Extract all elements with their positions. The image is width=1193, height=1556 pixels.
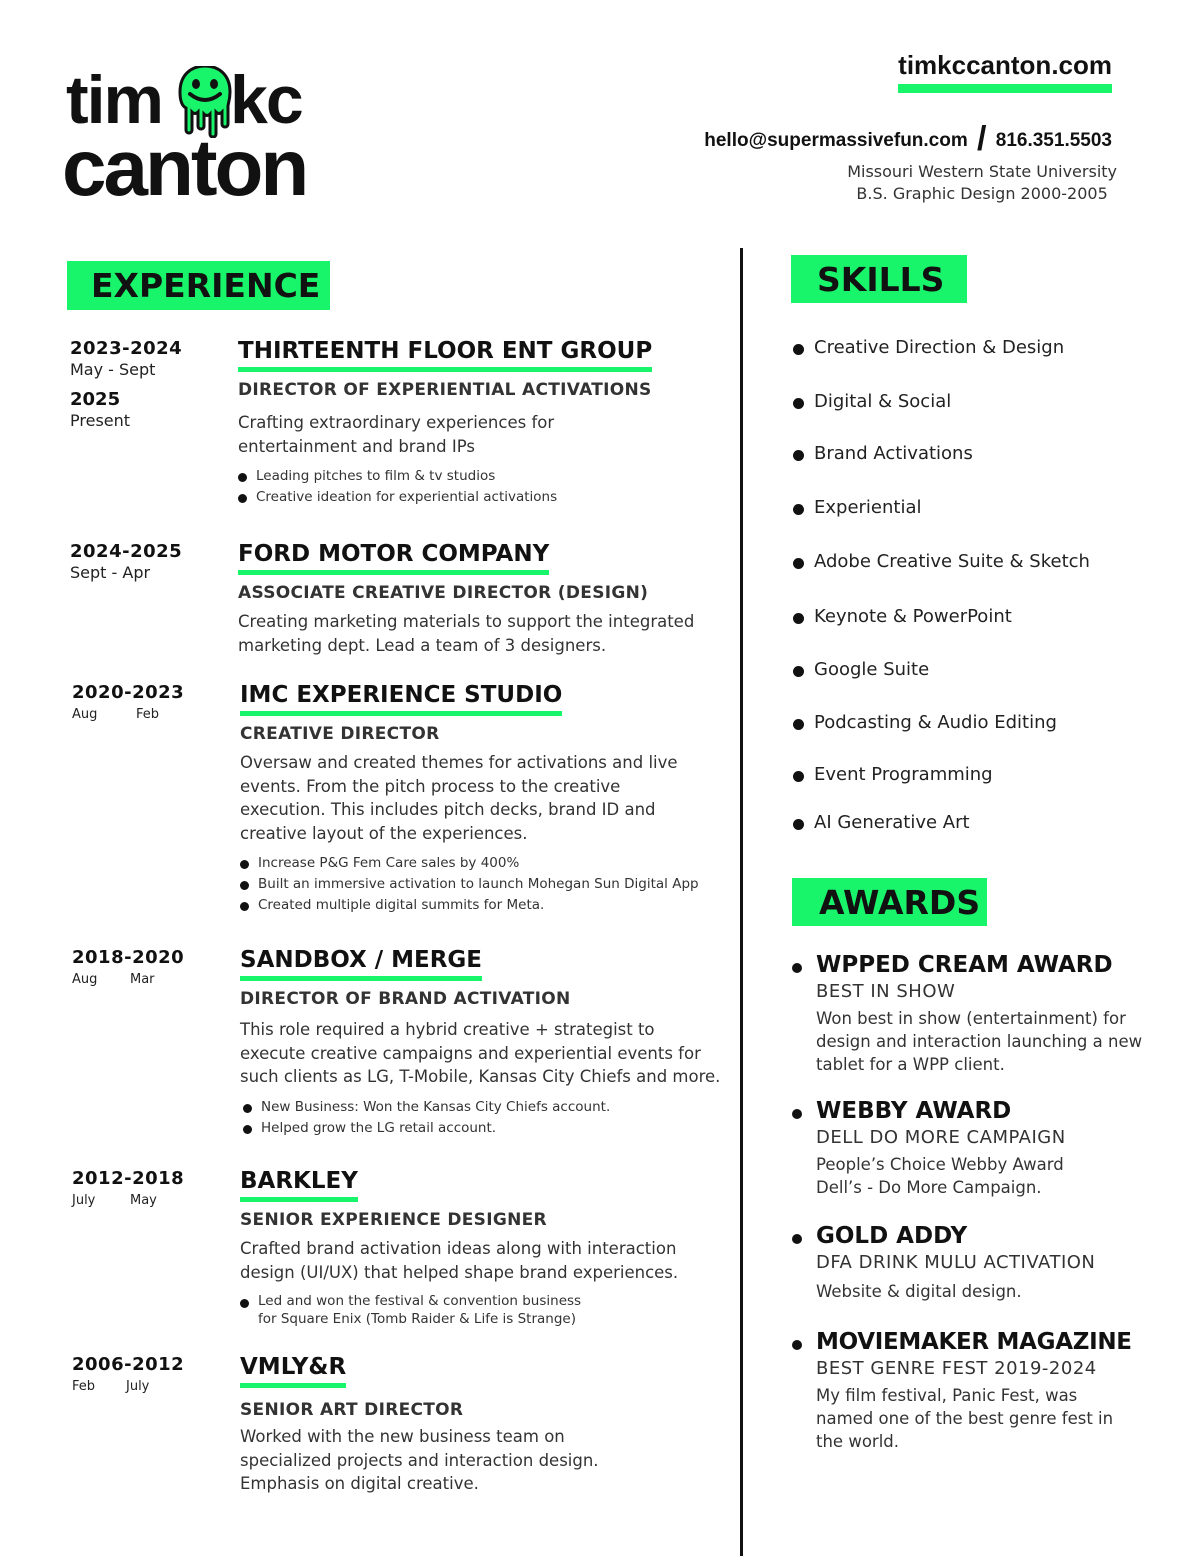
- job-bullet: Built an immersive activation to launch Mohegan Sun Digital App: [240, 874, 730, 895]
- job-month-start: Aug: [72, 707, 98, 722]
- experience-heading: EXPERIENCE: [67, 261, 330, 310]
- job-dates: [72, 684, 222, 721]
- job-dates: [72, 1170, 222, 1207]
- job-months: [72, 973, 222, 986]
- education-school: Missouri Western State University: [847, 162, 1117, 181]
- logo-middle-name: kc: [230, 62, 302, 138]
- award-description: Website & digital design.: [816, 1281, 1022, 1301]
- job-title: SENIOR EXPERIENCE DESIGNER: [240, 1210, 547, 1230]
- skill-item: Event Programming: [793, 766, 993, 784]
- job-months: [72, 1194, 222, 1207]
- skill-item: Brand Activations: [793, 445, 973, 463]
- award-bullet: [792, 1234, 802, 1244]
- job-title: DIRECTOR OF EXPERIENTIAL ACTIVATIONS: [238, 380, 652, 400]
- job-description: Crafting extraordinary experiences for entertainment and brand IPs: [238, 413, 555, 456]
- job-years: 2018-2020: [72, 947, 185, 968]
- award-subtitle: BEST GENRE FEST 2019-2024: [816, 1358, 1097, 1379]
- job-description: Crafted brand activation ideas along with interaction design (UI/UX) that helped shape brand experiences.: [240, 1239, 679, 1282]
- award-name: WPPED CREAM AWARD: [816, 952, 1113, 978]
- job-months: Sept - Apr: [70, 563, 151, 582]
- award-bullet: [792, 963, 802, 973]
- education: [847, 161, 1117, 205]
- website: [898, 52, 1112, 93]
- award-subtitle: DFA DRINK MULU ACTIVATION: [816, 1252, 1096, 1273]
- job-month-end: Feb: [136, 707, 160, 722]
- job-bullet: Helped grow the LG retail account.: [243, 1118, 730, 1139]
- skill-item: Experiential: [793, 499, 922, 517]
- job-body: [240, 1170, 730, 1328]
- phone-number[interactable]: 816.351.5503: [995, 130, 1112, 151]
- education-degree: B.S. Graphic Design 2000-2005: [856, 184, 1108, 203]
- job-company: FORD MOTOR COMPANY: [238, 543, 549, 575]
- job-bullets: [238, 466, 728, 508]
- job-years: 2024-2025: [70, 541, 183, 562]
- job-month-end: July: [126, 1379, 150, 1394]
- award-item: [792, 954, 1172, 1076]
- job-description: Creating marketing materials to support the integrated marketing dept. Lead a team of 3 designers.: [238, 612, 695, 655]
- job-title: DIRECTOR OF BRAND ACTIVATION: [240, 989, 571, 1009]
- job-company: THIRTEENTH FLOOR ENT GROUP: [238, 340, 652, 372]
- job-dates: [72, 1356, 222, 1393]
- job-month-end: Mar: [130, 972, 155, 987]
- job-body: [240, 949, 730, 1139]
- job-month-end: May: [130, 1193, 157, 1208]
- logo: [62, 62, 362, 212]
- email-link[interactable]: hello@supermassivefun.com: [704, 130, 968, 151]
- award-name: WEBBY AWARD: [816, 1098, 1012, 1124]
- job-company: VMLY&R: [240, 1356, 346, 1388]
- award-bullet: [792, 1109, 802, 1119]
- job-years: 2012-2018: [72, 1168, 185, 1189]
- award-description: People’s Choice Webby Award Dell’s - Do More Campaign.: [816, 1154, 1064, 1197]
- job-months: [72, 1380, 222, 1393]
- awards-heading: AWARDS: [792, 878, 987, 926]
- job-bullets: [240, 853, 730, 916]
- job-description: This role required a hybrid creative + strategist to execute creative campaigns and experiential events for such clients as LG, T-Mobile, Kansas City Chiefs and more.: [240, 1020, 721, 1086]
- skill-item: Keynote & PowerPoint: [793, 608, 1012, 626]
- job-dates: [72, 949, 222, 986]
- job-dates: [70, 340, 220, 432]
- job-bullet: Creative ideation for experiential activations: [238, 487, 728, 508]
- website-link[interactable]: timkccanton.com: [898, 52, 1112, 93]
- award-bullet: [792, 1340, 802, 1350]
- job-bullet: Created multiple digital summits for Meta.: [240, 895, 730, 916]
- skill-item: Adobe Creative Suite & Sketch: [793, 553, 1090, 571]
- skill-item: AI Generative Art: [793, 814, 970, 832]
- logo-first-name: tim: [66, 62, 162, 138]
- job-company: SANDBOX / MERGE: [240, 949, 482, 981]
- skill-item: Google Suite: [793, 661, 929, 679]
- skills-heading: SKILLS: [791, 255, 967, 303]
- award-item: [792, 1100, 1172, 1199]
- job-bullet: Led and won the festival & convention business for Square Enix (Tomb Raider & Life is Strange): [240, 1292, 590, 1328]
- job-months-secondary: Present: [70, 410, 131, 430]
- skill-item: Digital & Social: [793, 393, 951, 411]
- award-item: [792, 1331, 1172, 1453]
- job-company: BARKLEY: [240, 1170, 358, 1202]
- job-months: May - Sept: [70, 360, 156, 379]
- job-bullet: Increase P&G Fem Care sales by 400%: [240, 853, 730, 874]
- job-company: IMC EXPERIENCE STUDIO: [240, 684, 562, 716]
- award-subtitle: DELL DO MORE CAMPAIGN: [816, 1127, 1066, 1148]
- job-years-secondary: 2025: [70, 388, 121, 410]
- job-description: Oversaw and created themes for activations and live events. From the pitch process to the creative execution. This includes pitch decks, brand ID and creative layout of the experiences.: [240, 753, 678, 843]
- job-description: Worked with the new business team on specialized projects and interaction design. Emphasis on digital creative.: [240, 1427, 599, 1493]
- job-months: [72, 708, 222, 721]
- award-item: [792, 1225, 1172, 1303]
- column-divider: [740, 248, 743, 1556]
- job-title: ASSOCIATE CREATIVE DIRECTOR (DESIGN): [238, 583, 649, 603]
- award-description: Won best in show (entertainment) for design and interaction launching a new tablet for a WPP client.: [816, 1008, 1143, 1074]
- job-month-start: Feb: [72, 1379, 96, 1394]
- job-title: CREATIVE DIRECTOR: [240, 724, 440, 744]
- job-bullets: [240, 1292, 730, 1328]
- job-years: 2023-2024: [70, 338, 183, 359]
- job-body: [240, 1356, 730, 1496]
- award-description: My film festival, Panic Fest, was named one of the best genre fest in the world.: [816, 1385, 1114, 1451]
- job-bullet: Leading pitches to film & tv studios: [238, 466, 728, 487]
- award-name: MOVIEMAKER MAGAZINE: [816, 1329, 1132, 1355]
- job-title: SENIOR ART DIRECTOR: [240, 1400, 464, 1420]
- job-month-start: July: [72, 1193, 96, 1208]
- skill-item: Creative Direction & Design: [793, 339, 1064, 357]
- job-body: [238, 340, 728, 508]
- job-body: [240, 684, 730, 916]
- job-bullets: [243, 1097, 730, 1139]
- job-dates: [70, 543, 220, 584]
- job-body: [238, 543, 728, 657]
- contact-line: [704, 118, 1112, 158]
- contact-separator: /: [977, 120, 987, 158]
- logo-last-name: canton: [62, 123, 307, 212]
- award-subtitle: BEST IN SHOW: [816, 981, 956, 1002]
- skill-item: Podcasting & Audio Editing: [793, 714, 1057, 732]
- job-bullet: New Business: Won the Kansas City Chiefs account.: [243, 1097, 730, 1118]
- award-name: GOLD ADDY: [816, 1223, 968, 1249]
- job-month-start: Aug: [72, 972, 98, 987]
- job-years: 2020-2023: [72, 682, 185, 703]
- job-years: 2006-2012: [72, 1354, 185, 1375]
